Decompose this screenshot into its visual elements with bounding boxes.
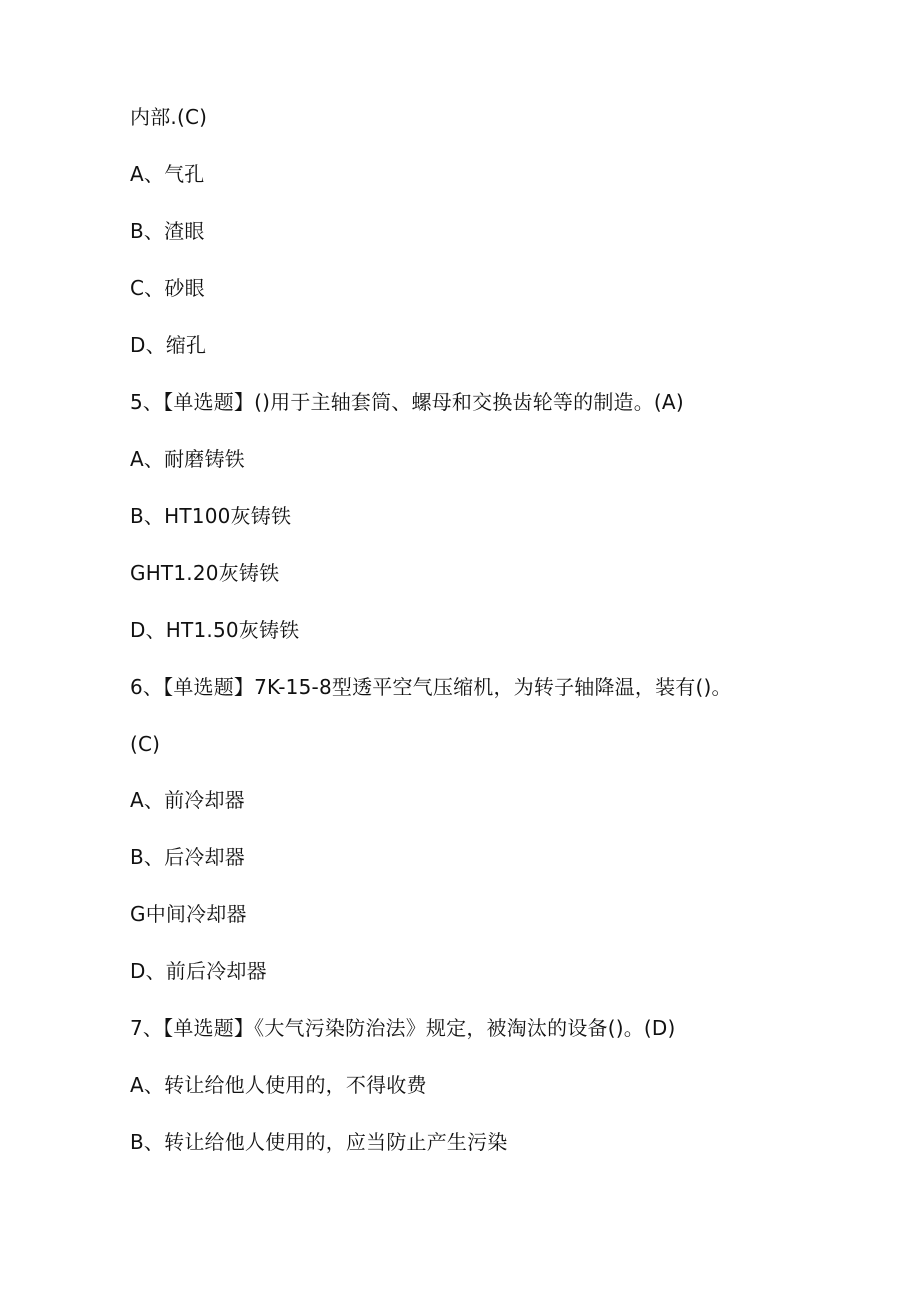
q4-option-d: D、缩孔 — [130, 333, 207, 357]
q5-option-a: A、耐磨铸铁 — [130, 447, 245, 471]
q5-option-b: B、HT100灰铸铁 — [130, 504, 292, 528]
q5-option-c: GHT1.20灰铸铁 — [130, 561, 280, 585]
question-7: 7、【单选题】《大气污染防治法》规定，被淘汰的设备()。(D) — [130, 1016, 676, 1040]
q4-option-b: B、渣眼 — [130, 219, 205, 243]
question-6-answer: (C) — [130, 732, 161, 756]
q5-option-d: D、HT1.50灰铸铁 — [130, 618, 300, 642]
q6-option-b: B、后冷却器 — [130, 845, 245, 869]
q6-option-c: G中间冷却器 — [130, 902, 247, 926]
q4-option-a: A、气孔 — [130, 162, 205, 186]
q7-option-b: B、转让给他人使用的，应当防止产生污染 — [130, 1130, 508, 1154]
q6-option-a: A、前冷却器 — [130, 788, 245, 812]
question-5: 5、【单选题】()用于主轴套筒、螺母和交换齿轮等的制造。(A) — [130, 390, 684, 414]
question-4-tail: 内部.(C) — [130, 105, 208, 129]
question-6: 6、【单选题】7K-15-8型透平空气压缩机，为转子轴降温，装有()。 — [130, 675, 732, 699]
q6-option-d: D、前后冷却器 — [130, 959, 267, 983]
q7-option-a: A、转让给他人使用的，不得收费 — [130, 1073, 427, 1097]
q4-option-c: C、砂眼 — [130, 276, 205, 300]
